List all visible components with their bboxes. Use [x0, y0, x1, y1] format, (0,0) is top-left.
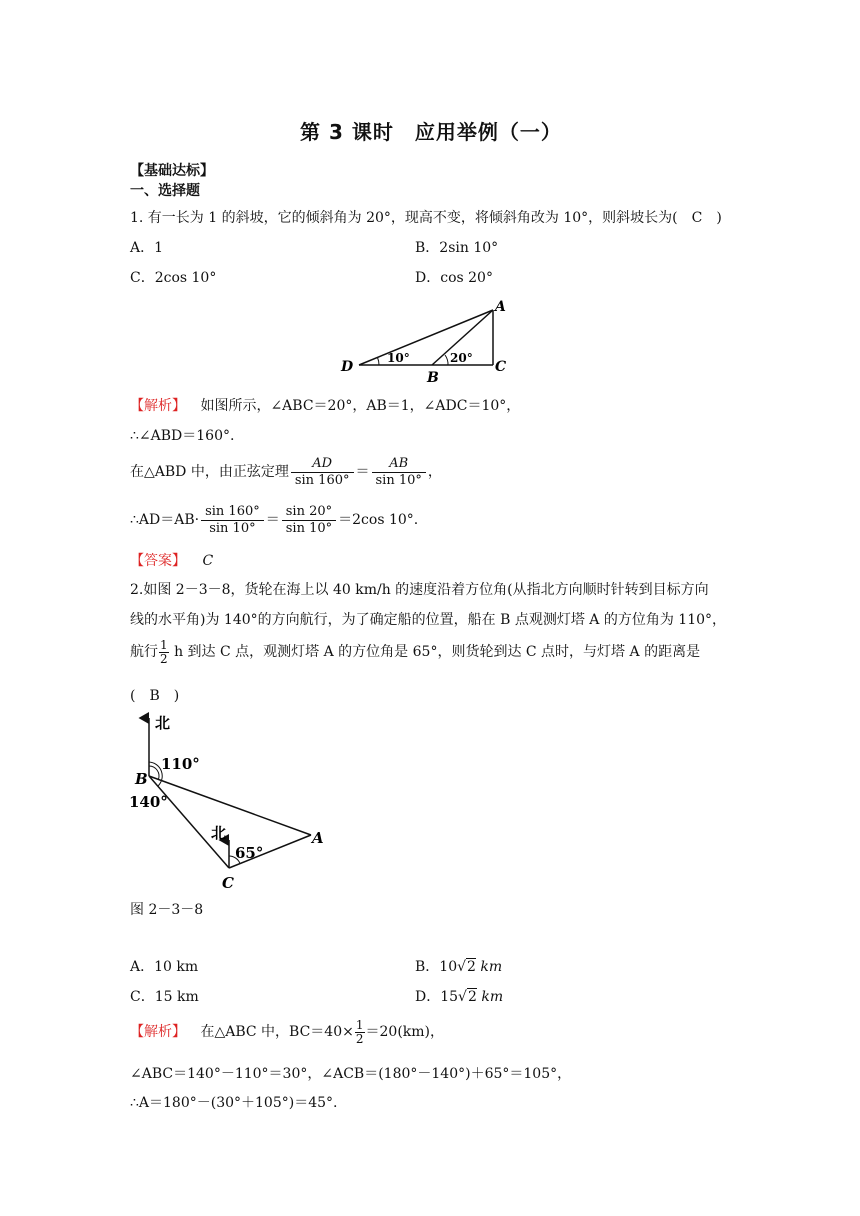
fig2-label-c: C [222, 874, 234, 892]
fig2-angle-65: 65° [235, 844, 264, 862]
question-2-answer-choice: ( B ) [130, 688, 180, 704]
fig2-north-1: 北 [155, 714, 171, 732]
q2-option-a: A．10 km [130, 959, 199, 975]
question-2-line1: 2.如图 2－3－8，货轮在海上以 40 km/h 的速度沿着方位角(从指北方向顺时针转到目标方向 [130, 582, 709, 598]
q1-option-a: A．1 [130, 240, 164, 256]
fraction-half-2: $\frac{1}{2}$ [355, 1017, 364, 1046]
fraction-sin20-sin10: $\frac{\sin 20^\circ}{\sin 10^\circ}$ [282, 504, 336, 537]
q1-option-c: C．2cos 10° [130, 270, 217, 286]
q2-analysis-line3: ∴A＝180°－(30°＋105°)＝45°. [130, 1095, 338, 1111]
fig1-label-a: A [495, 299, 506, 315]
fig1-label-c: C [495, 359, 507, 375]
q1-analysis-line2: ∴∠ABD＝160°. [130, 428, 235, 444]
analysis-tag-2: 【解析】 [130, 1024, 186, 1040]
q1-analysis-line1: 【解析】 如图所示，∠ABC＝20°，AB＝1，∠ADC＝10°， [130, 398, 521, 414]
q2-option-c: C．15 km [130, 989, 199, 1005]
q1-option-b: B．2sin 10° [415, 240, 499, 256]
q1-analysis-line4: ∴AD＝AB· $\frac{\sin 160^\circ}{\sin 10^\circ}$ ＝ $\frac{\sin 20^\circ}{\sin 10^\circ}$ ＝2cos 10°. [130, 503, 419, 536]
part-heading: 一、选择题 [130, 183, 200, 199]
answer-tag: 【答案】 [130, 553, 186, 569]
fig1-label-b: B [427, 370, 439, 384]
fraction-ad-sin160: $\frac{AD}{\sin 160^\circ}$ [291, 456, 354, 489]
analysis-tag: 【解析】 [130, 398, 186, 414]
q2-option-d: D．15√2 km [415, 989, 504, 1005]
q1-analysis-line3: 在△ABD 中，由正弦定理 $\frac{AD}{\sin 160^\circ}$ ＝ $\frac{AB}{\sin 10^\circ}$ ， [130, 455, 442, 488]
q1-option-d: D．cos 20° [415, 270, 493, 286]
q2-navigation-figure [125, 708, 335, 896]
fig1-angle-10: 10° [387, 351, 410, 365]
fraction-sin160-sin10: $\frac{\sin 160^\circ}{\sin 10^\circ}$ [201, 504, 264, 537]
q2-option-b: B．10√2 km [415, 959, 503, 975]
fraction-half: $\frac{1}{2}$ [160, 637, 168, 666]
question-1-stem: 1. 有一长为 1 的斜坡，它的倾斜角为 20°，现高不变，将倾斜角改为 10°，则斜坡长为( C ) [130, 210, 722, 226]
fig1-angle-20: 20° [450, 351, 473, 365]
section-heading: 【基础达标】 [130, 163, 214, 179]
fig2-label-a: A [312, 829, 324, 847]
fig2-angle-110: 110° [161, 755, 200, 773]
fig2-angle-140: 140° [129, 793, 168, 811]
q2-analysis-line2: ∠ABC＝140°－110°＝30°，∠ACB＝(180°－140°)＋65°＝105°， [130, 1066, 572, 1082]
page-title: 第 3 课时 应用举例（一） [300, 120, 562, 144]
fig2-label-b: B [135, 770, 148, 788]
question-2-line3: 航行 $\frac{1}{2}$ h 到达 C 点，观测灯塔 A 的方位角是 65°，则货轮到达 C 点时，与灯塔 A 的距离是 [130, 637, 701, 666]
q1-triangle-figure [335, 292, 525, 384]
question-2-line2: 线的水平角)为 140°的方向航行，为了确定船的位置，船在 B 点观测灯塔 A 的方位角为 110°， [130, 612, 727, 628]
fig1-label-d: D [341, 359, 354, 375]
q1-answer [130, 551, 213, 571]
q2-analysis-line1: 【解析】 在△ABC 中，BC＝40× $\frac{1}{2}$ ＝20(km)， [130, 1017, 444, 1046]
fig2-north-2: 北 [211, 824, 227, 842]
fraction-ab-sin10: $\frac{AB}{\sin 10^\circ}$ [372, 456, 426, 489]
figure-caption: 图 2－3－8 [130, 902, 204, 918]
answer-value: C [202, 553, 214, 569]
